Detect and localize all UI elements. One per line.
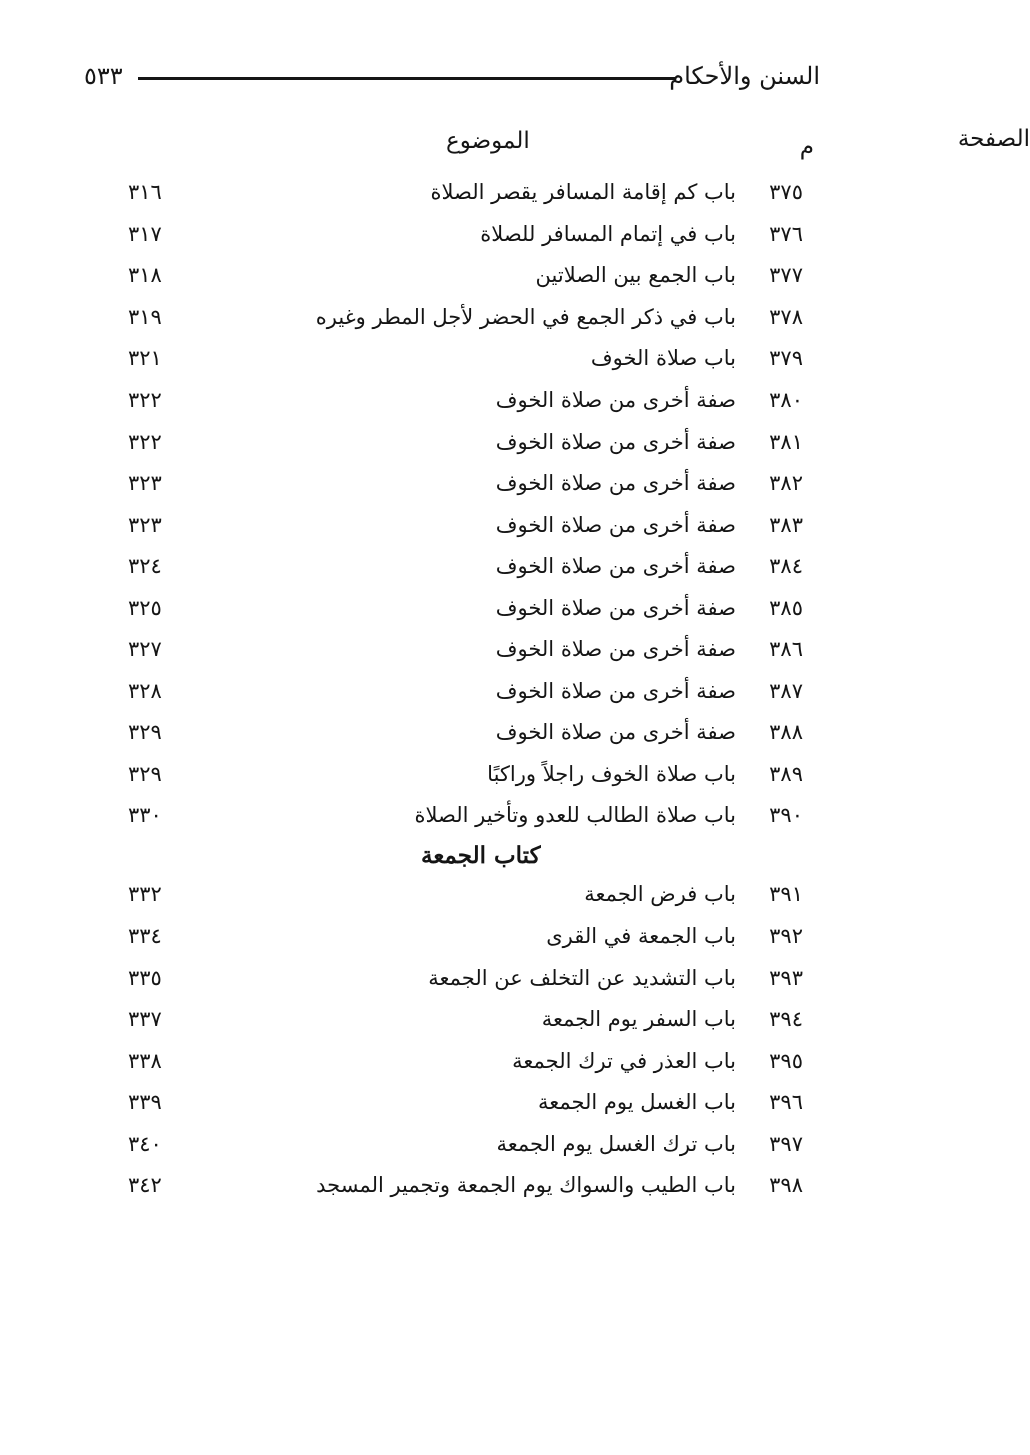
entry-number: ٣٩٠ [769,803,803,827]
entry-title: صفة أخرى من صلاة الخوف [495,720,736,744]
index-entry [0,762,914,796]
entry-title: صفة أخرى من صلاة الخوف [495,430,736,454]
index-entry [0,924,914,958]
entry-page: ٣٢٢ [128,388,162,412]
entry-page: ٣٢٤ [128,554,162,578]
entry-page: ٣١٦ [128,180,162,204]
entry-number: ٣٩١ [769,882,803,906]
entry-title: باب في ذكر الجمع في الحضر لأجل المطر وغيره [315,305,736,329]
entry-number: ٣٨٢ [769,471,803,495]
entry-title: صفة أخرى من صلاة الخوف [495,388,736,412]
section-heading: كتاب الجمعة [421,842,541,869]
entry-title: باب في إتمام المسافر للصلاة [480,222,736,246]
index-entry [0,263,914,297]
entry-number: ٣٧٦ [769,222,803,246]
entry-title: صفة أخرى من صلاة الخوف [495,637,736,661]
entry-page: ٣٣٨ [128,1049,162,1073]
entry-page: ٣٣٩ [128,1090,162,1114]
entry-page: ٣٤٠ [128,1132,162,1156]
entry-title: باب الجمع بين الصلاتين [535,263,736,287]
entry-page: ٣٣٤ [128,924,162,948]
entry-number: ٣٩٦ [769,1090,803,1114]
entry-title: باب فرض الجمعة [584,882,736,906]
entry-number: ٣٩٤ [769,1007,803,1031]
entry-page: ٣٣٠ [128,803,162,827]
entry-number: ٣٨٤ [769,554,803,578]
entry-number: ٣٨٣ [769,513,803,537]
index-entry [0,637,914,671]
entry-number: ٣٩٨ [769,1173,803,1197]
index-entry [0,1132,914,1166]
column-heading-number: م [799,134,814,160]
entry-number: ٣٧٧ [769,263,803,287]
entry-page: ٣٣٥ [128,966,162,990]
entry-page: ٣٣٧ [128,1007,162,1031]
index-entry [0,679,914,713]
entry-number: ٣٨٩ [769,762,803,786]
index-entry [0,430,914,464]
index-entry [0,222,914,256]
index-entry [0,596,914,630]
index-entry [0,1090,914,1124]
entry-number: ٣٨٥ [769,596,803,620]
entry-title: صفة أخرى من صلاة الخوف [495,471,736,495]
index-entry [0,1049,914,1083]
entry-page: ٣١٧ [128,222,162,246]
entry-title: صفة أخرى من صلاة الخوف [495,513,736,537]
entry-number: ٣٨٧ [769,679,803,703]
entry-number: ٣٧٨ [769,305,803,329]
index-entry [0,882,914,916]
book-title: السنن والأحكام [669,62,820,90]
index-entry [0,471,914,505]
entry-page: ٣١٨ [128,263,162,287]
entry-title: باب الغسل يوم الجمعة [537,1090,736,1114]
entry-number: ٣٧٩ [769,346,803,370]
entry-number: ٣٩٥ [769,1049,803,1073]
entry-title: باب كم إقامة المسافر يقصر الصلاة [430,180,736,204]
entry-title: باب التشديد عن التخلف عن الجمعة [428,966,736,990]
column-heading-page: الصفحة [957,126,1030,152]
entry-number: ٣٩٢ [769,924,803,948]
entry-title: باب ترك الغسل يوم الجمعة [496,1132,736,1156]
entry-page: ٣١٩ [128,305,162,329]
entry-title: صفة أخرى من صلاة الخوف [495,554,736,578]
entry-page: ٣٣٢ [128,882,162,906]
entry-page: ٣٢٣ [128,471,162,495]
index-entry [0,720,914,754]
entry-page: ٣٢٧ [128,637,162,661]
entry-page: ٣٢٣ [128,513,162,537]
entry-page: ٣٢٩ [128,762,162,786]
entry-page: ٣٢٨ [128,679,162,703]
entry-page: ٣٢٢ [128,430,162,454]
page-number: ٥٣٣ [84,62,123,90]
index-entry [0,305,914,339]
entry-title: باب العذر في ترك الجمعة [512,1049,736,1073]
index-entry [0,1007,914,1041]
entry-title: باب صلاة الخوف [590,346,736,370]
index-entry [0,966,914,1000]
entry-page: ٣٢٥ [128,596,162,620]
entry-title: باب صلاة الخوف راجلاً وراكبًا [487,762,736,786]
index-entry [0,180,914,214]
entry-title: صفة أخرى من صلاة الخوف [495,679,736,703]
entry-title: صفة أخرى من صلاة الخوف [495,596,736,620]
entry-title: باب الجمعة في القرى [546,924,736,948]
entry-title: باب صلاة الطالب للعدو وتأخير الصلاة [414,803,736,827]
entry-title: باب السفر يوم الجمعة [541,1007,736,1031]
index-entry [0,513,914,547]
entry-number: ٣٧٥ [769,180,803,204]
entry-number: ٣٨٠ [769,388,803,412]
column-heading-topic: الموضوع [446,128,530,154]
entry-number: ٣٩٣ [769,966,803,990]
index-entry [0,388,914,422]
entry-number: ٣٨١ [769,430,803,454]
entry-number: ٣٨٨ [769,720,803,744]
entry-page: ٣٢٩ [128,720,162,744]
entry-title: باب الطيب والسواك يوم الجمعة وتجمير المسجد [316,1173,736,1197]
entry-page: ٣٤٢ [128,1173,162,1197]
index-entry [0,346,914,380]
entry-number: ٣٩٧ [769,1132,803,1156]
entry-number: ٣٨٦ [769,637,803,661]
entry-page: ٣٢١ [128,346,162,370]
index-entry [0,554,914,588]
index-entry [0,803,914,837]
index-entry [0,1173,914,1207]
